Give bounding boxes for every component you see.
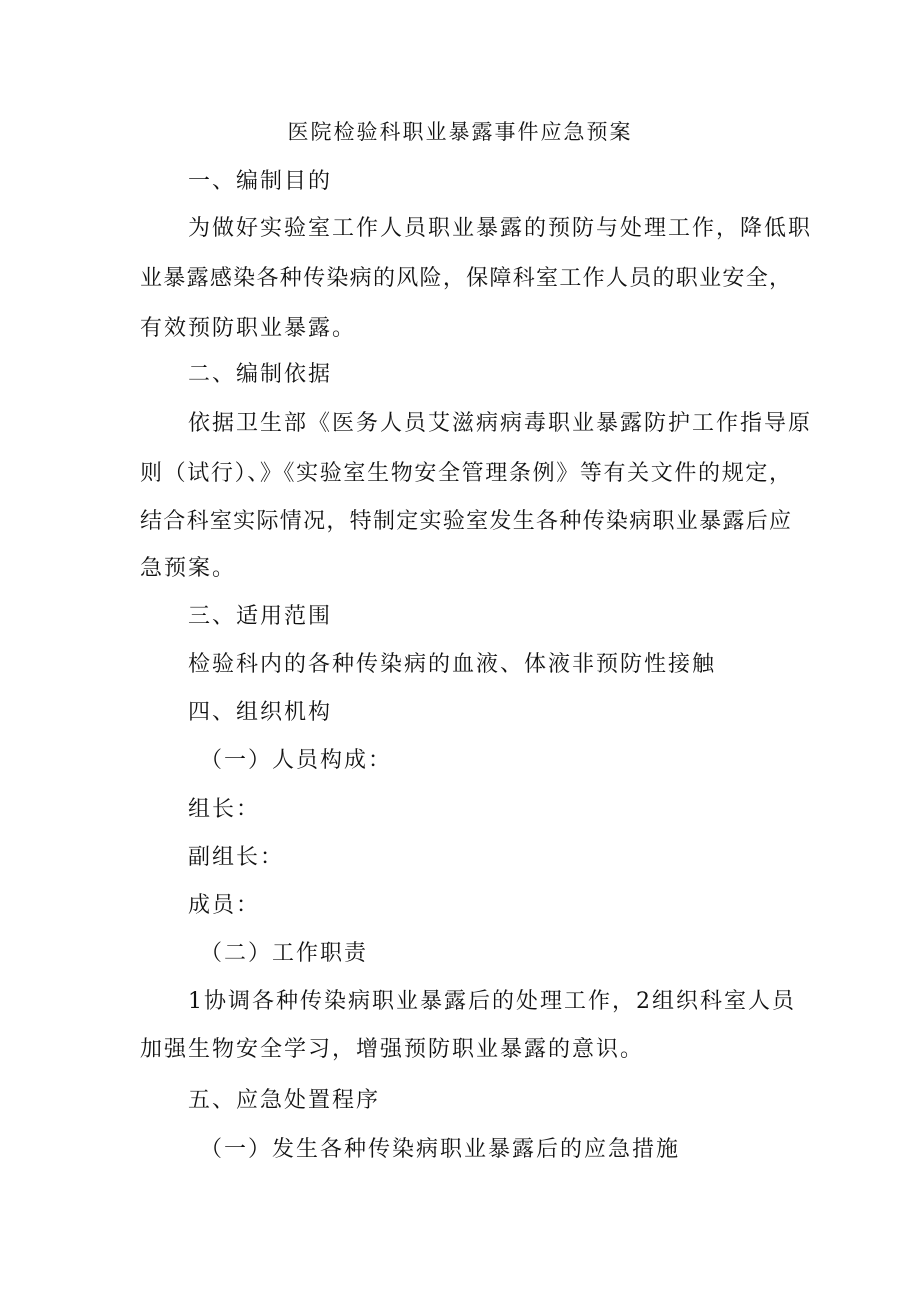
members-label: 成员：: [188, 893, 261, 918]
section-3-paragraph: 检验科内的各种传染病的血液、体液非预防性接触: [188, 652, 717, 677]
section-2-paragraph-line-4: 急预案。: [140, 556, 237, 581]
section-4-heading: 四、组织机构: [188, 700, 333, 725]
section-2-paragraph-line-3: 结合科室实际情况，特制定实验室发生各种传染病职业暴露后应: [140, 509, 791, 534]
section-4-paragraph-line-1: 1协调各种传染病职业暴露后的处理工作，2组织科室人员: [188, 989, 796, 1014]
section-2-heading: 二、编制依据: [188, 362, 333, 387]
section-5-subheading-1: （一）发生各种传染病职业暴露后的应急措施: [200, 1137, 681, 1162]
section-2-paragraph-line-2: 则（试行）、》《实验室生物安全管理条例》等有关文件的规定，: [140, 461, 791, 486]
section-2-paragraph-line-1: 依据卫生部《医务人员艾滋病病毒职业暴露防护工作指导原: [188, 411, 813, 436]
deputy-leader-label: 副组长：: [188, 845, 285, 870]
section-4-paragraph-line-2: 加强生物安全学习，增强预防职业暴露的意识。: [140, 1037, 645, 1062]
section-5-heading: 五、应急处置程序: [188, 1088, 381, 1113]
section-4-subheading-1: （一）人员构成：: [200, 748, 393, 773]
section-1-paragraph-line-1: 为做好实验室工作人员职业暴露的预防与处理工作，降低职: [188, 216, 813, 241]
section-3-heading: 三、适用范围: [188, 604, 333, 629]
section-1-paragraph-line-2: 业暴露感染各种传染病的风险，保障科室工作人员的职业安全，: [140, 266, 791, 291]
section-4-subheading-2: （二）工作职责: [200, 941, 369, 966]
section-1-paragraph-line-3: 有效预防职业暴露。: [140, 316, 357, 341]
group-leader-label: 组长：: [188, 797, 261, 822]
document-title: 医院检验科职业暴露事件应急预案: [287, 120, 633, 144]
section-1-heading: 一、编制目的: [188, 169, 333, 194]
